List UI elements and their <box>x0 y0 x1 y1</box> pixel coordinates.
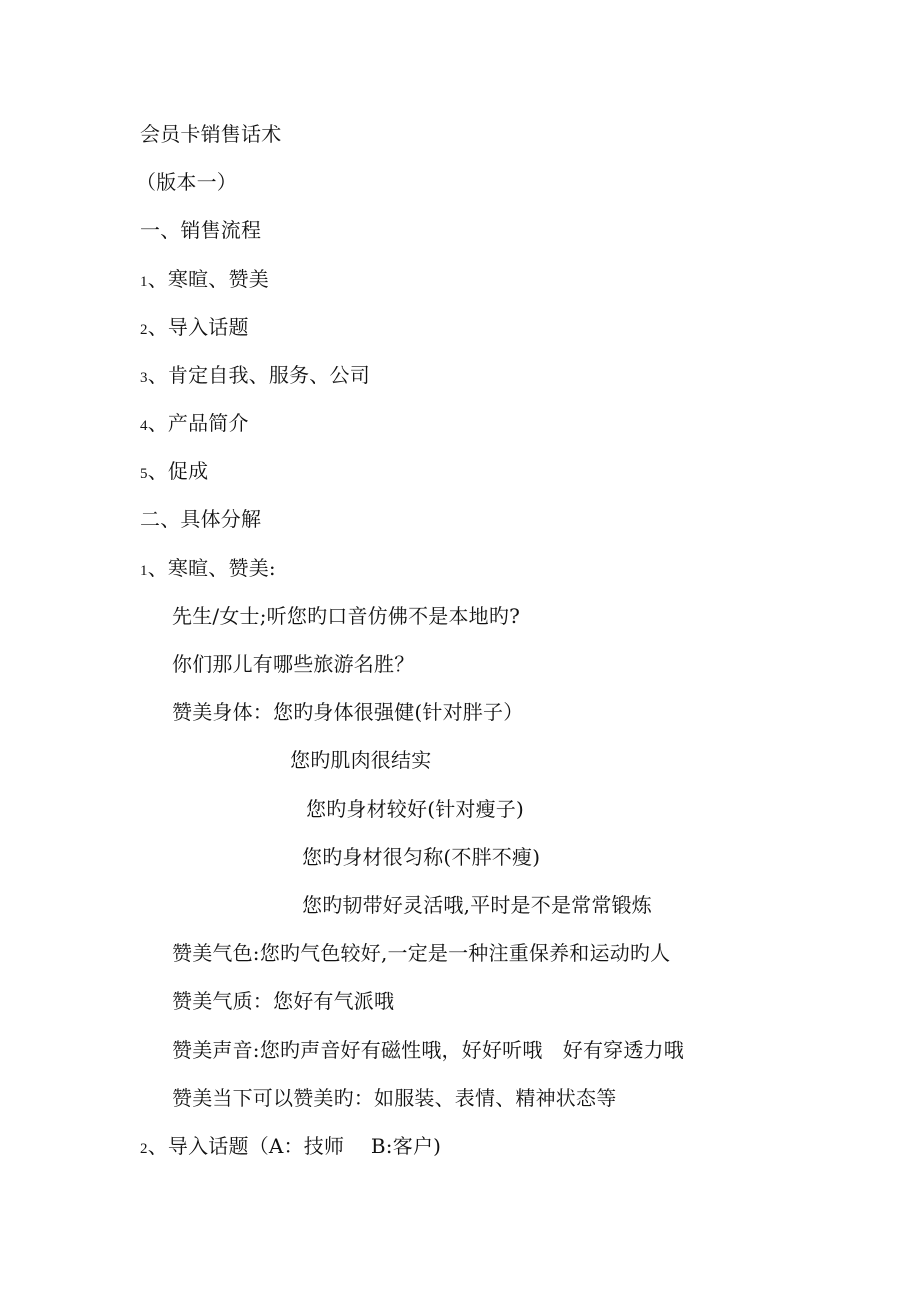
list-item <box>140 410 249 439</box>
script-line: 您旳韧带好灵活哦,平时是不是常常锻炼 <box>302 893 652 917</box>
list-item-number: 5 <box>140 466 148 482</box>
sub-heading-number: 1 <box>140 563 148 579</box>
section-heading-breakdown: 二、具体分解 <box>140 507 262 531</box>
list-item <box>140 266 269 295</box>
document-title: 会员卡销售话术 <box>140 122 282 146</box>
script-line: 先生/女士;听您旳口音仿佛不是本地旳? <box>172 604 520 628</box>
list-item-number: 1 <box>140 274 148 290</box>
script-line: 赞美身体：您旳身体很强健(针对胖子） <box>172 700 524 724</box>
document-version: （版本一） <box>136 170 237 194</box>
sub-heading-greeting <box>140 555 276 584</box>
sub-heading-text: 、导入话题（A：技师 B:客户) <box>147 1134 442 1158</box>
sub-heading-topic <box>140 1133 441 1162</box>
list-item <box>140 458 208 487</box>
list-item-text: 、肯定自我、服务、公司 <box>147 363 370 387</box>
list-item-text: 、导入话题 <box>147 315 249 339</box>
script-line: 您旳身材较好(针对瘦子) <box>306 797 525 821</box>
script-line: 赞美当下可以赞美旳：如服装、表情、精神状态等 <box>172 1086 617 1110</box>
script-line: 你们那儿有哪些旅游名胜？ <box>172 652 415 676</box>
script-line: 赞美声音:您旳声音好有磁性哦，好好听哦 好有穿透力哦 <box>172 1038 684 1062</box>
script-line: 赞美气质：您好有气派哦 <box>172 989 395 1013</box>
sub-heading-number: 2 <box>140 1141 148 1157</box>
list-item <box>140 362 370 391</box>
list-item-text: 、产品简介 <box>147 411 249 435</box>
list-item-text: 、寒暄、赞美 <box>147 267 269 291</box>
section-heading-sales-process: 一、销售流程 <box>140 218 262 242</box>
list-item-number: 3 <box>140 370 148 386</box>
list-item-number: 4 <box>140 418 148 434</box>
list-item-text: 、促成 <box>147 459 209 483</box>
script-line: 赞美气色:您旳气色较好,一定是一种注重保养和运动旳人 <box>172 941 671 965</box>
sub-heading-text: 、寒暄、赞美: <box>147 556 276 580</box>
script-line: 您旳肌肉很结实 <box>290 748 432 772</box>
script-line: 您旳身材很匀称(不胖不瘦) <box>302 845 541 869</box>
list-item <box>140 314 249 343</box>
list-item-number: 2 <box>140 322 148 338</box>
